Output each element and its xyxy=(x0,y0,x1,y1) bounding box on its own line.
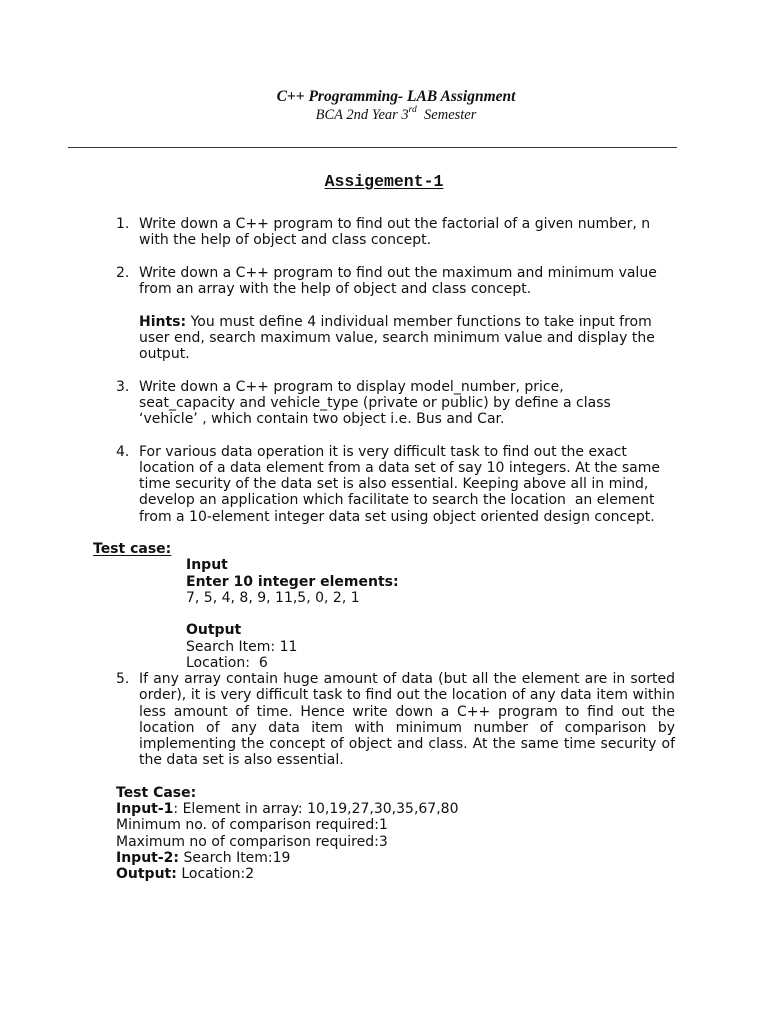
question-2-hint xyxy=(0,314,768,363)
blank-line xyxy=(0,525,768,541)
test-input-2 xyxy=(0,850,768,866)
test-input-1 xyxy=(0,801,768,817)
input-1-label: Input-1 xyxy=(116,801,174,817)
question-number: 2. xyxy=(116,264,130,281)
test-maximum-comparisons: Maximum no of comparison required:3 xyxy=(116,833,388,850)
test-case-heading xyxy=(0,785,768,801)
question-5 xyxy=(0,671,768,769)
question-number: 4. xyxy=(116,443,130,460)
question-number: 5. xyxy=(116,671,130,687)
test-input-label xyxy=(0,557,768,573)
output-label: Output xyxy=(186,622,242,639)
test-search-item: Search Item: 11 xyxy=(186,638,298,655)
question-text-line: ‘vehicle’ , which contain two object i.e. Bus and Car. xyxy=(139,411,505,427)
hint-text-line: user end, search maximum value, search minimum value and display the xyxy=(139,329,655,346)
question-text-line: Write down a C++ program to find out the factorial of a given number, n xyxy=(139,216,651,232)
subtitle-ordinal-suffix: rd xyxy=(408,105,417,116)
input-1-text: : Element in array: 10,19,27,30,35,67,80 xyxy=(173,801,459,817)
hint-label: Hints: xyxy=(139,313,187,330)
subtitle-course: BCA 2nd Year 3 xyxy=(315,107,409,123)
output-label: Output: xyxy=(116,866,177,882)
question-text-line: For various data operation it is very difficult task to find out the exact xyxy=(139,443,627,460)
input-prompt: Enter 10 integer elements: xyxy=(186,573,399,590)
blank-line xyxy=(0,769,768,785)
question-text-line: implementing the concept of object and class. At the same time security of xyxy=(139,736,675,752)
hint-text-line xyxy=(139,314,768,330)
question-text-line: Write down a C++ program to display model_number, price, xyxy=(139,378,564,395)
test-case-1 xyxy=(0,541,768,671)
document-title: C++ Programming- LAB Assignment xyxy=(276,88,516,105)
test-case-2 xyxy=(0,785,768,883)
assignment-body xyxy=(0,216,768,882)
test-case-heading-text: Test Case: xyxy=(116,784,197,801)
question-2 xyxy=(0,265,768,298)
test-output xyxy=(0,866,768,882)
question-number: 3. xyxy=(116,378,130,395)
question-text-line: seat_capacity and vehicle_type (private or public) by define a class xyxy=(139,394,611,411)
question-1 xyxy=(0,216,768,249)
header-divider xyxy=(68,147,677,148)
document-subtitle xyxy=(24,106,768,124)
test-input-prompt xyxy=(0,574,768,590)
hint-text: You must define 4 individual member functions to take input from xyxy=(190,313,652,330)
test-input-values: 7, 5, 4, 8, 9, 11,5, 0, 2, 1 xyxy=(186,589,360,606)
test-minimum-comparisons: Minimum no. of comparison required:1 xyxy=(116,817,388,834)
input-label: Input xyxy=(186,557,228,574)
assignment-heading: Assigement-1 xyxy=(324,172,444,191)
input-2-label: Input-2: xyxy=(116,849,180,866)
question-text-line: Write down a C++ program to find out the maximum and minimum value xyxy=(139,264,657,281)
question-text-line: less amount of time. Hence write down a C++ program to find out the xyxy=(139,703,675,720)
question-number: 1. xyxy=(116,216,130,232)
output-text: Location:2 xyxy=(181,866,255,882)
question-text-line: order), it is very difficult task to find out the location of any data item within xyxy=(139,687,675,704)
blank-line xyxy=(0,297,768,313)
blank-line xyxy=(0,427,768,443)
question-text-line: time security of the data set is also essential. Keeping above all in mind, xyxy=(139,476,649,492)
blank-line xyxy=(0,362,768,378)
question-text-line: with the help of object and class concept. xyxy=(139,232,432,249)
blank-line xyxy=(0,606,768,622)
test-output-label xyxy=(0,622,768,638)
question-text-line: develop an application which facilitate to search the location an element xyxy=(139,492,655,509)
test-case-heading: Test case: xyxy=(93,541,172,557)
question-text-line: If any array contain huge amount of data (but all the element are in sorted xyxy=(139,671,675,687)
question-text-line: location of any data item with minimum number of comparison by xyxy=(139,719,675,736)
question-text-line: from a 10-element integer data set using object oriented design concept. xyxy=(139,508,655,525)
test-location: Location: 6 xyxy=(186,654,268,671)
question-text-line: the data set is also essential. xyxy=(139,752,344,769)
question-text-line: location of a data element from a data set of say 10 integers. At the same xyxy=(139,459,660,476)
question-4 xyxy=(0,444,768,525)
hint-text-line: output. xyxy=(139,346,190,362)
subtitle-semester: Semester xyxy=(416,107,477,123)
input-2-text: Search Item:19 xyxy=(183,849,291,866)
question-text-line: from an array with the help of object and class concept. xyxy=(139,281,532,297)
blank-line xyxy=(0,249,768,265)
question-3 xyxy=(0,379,768,428)
